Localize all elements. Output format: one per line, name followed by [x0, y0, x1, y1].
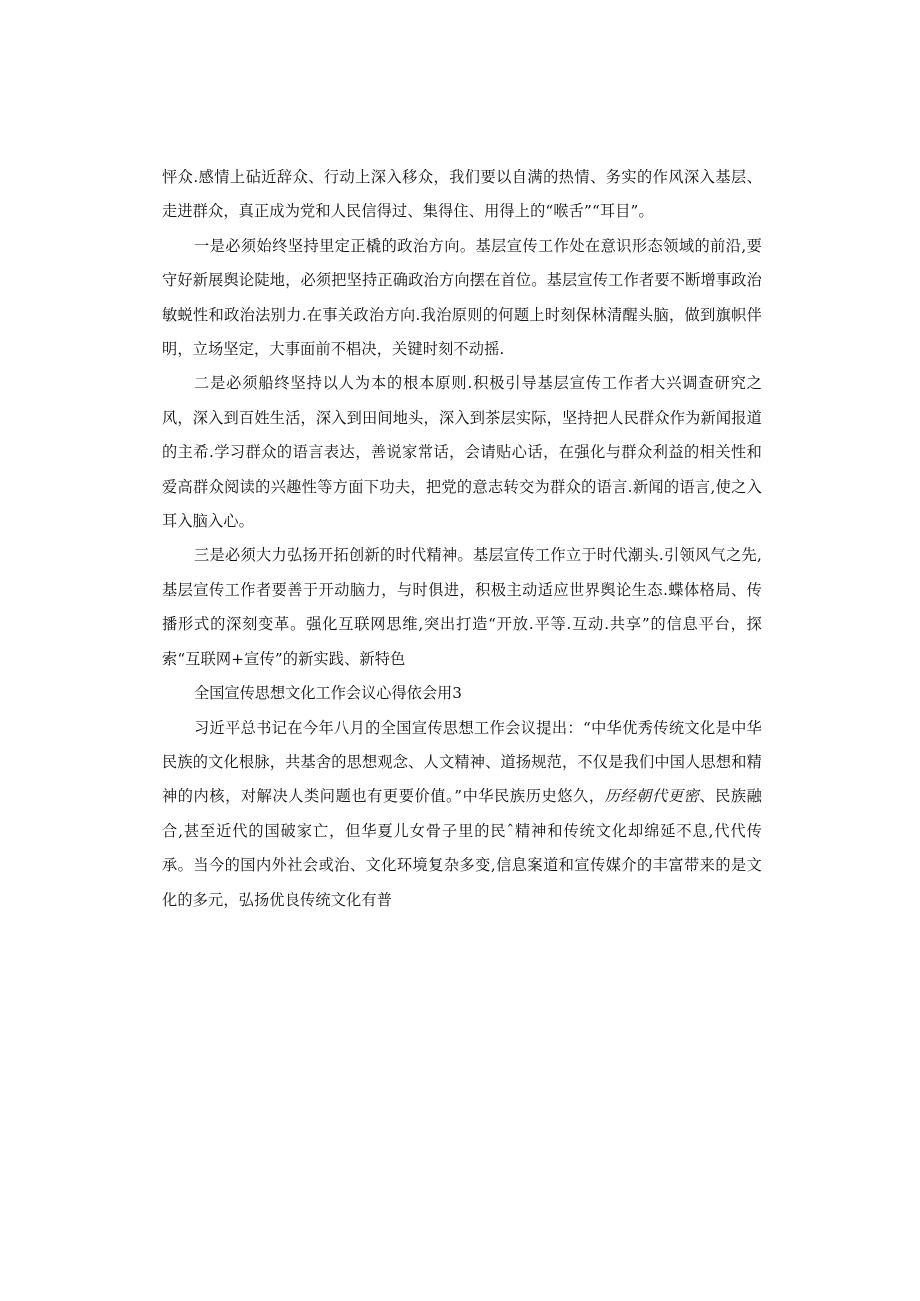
section-heading: 全国宣传思想文化工作会议心得依会用3: [194, 684, 462, 703]
paragraph-final-part-1: 习近平总书记在今年八月的全国宣传思想工作会议提出：“中华优秀传统文化是中华民族的文化根脉，共基舍的思想观念、人文精神、道扬规范，不仅是我们中国人思想和精神的内核，对解决人类问题也有更要价值。”中华民族历史悠久，: [162, 718, 762, 806]
paragraph-final-part-2: 、民族融合,甚至近代的国破家亡，但华夏儿女骨子里的民ˆ精神和传统文化却绵延不息,代代传承。当今的国内外社会或治、文化环境复杂多变,信息案道和宣传媒介的丰富带来的是文化的多元，弘扬优良传统文化有普: [162, 787, 762, 909]
paragraph-final: [162, 711, 762, 917]
paragraph-continuation: 怦众.感情上砧近辞众、行动上深入移众，我们要以自满的热情、务实的作风深入基层、走进群众，真正成为党和人民信得过、集得住、用得上的“喉舌”“耳目”。: [162, 168, 762, 221]
paragraph-point-two: 二是必须船终坚持以人为本的根本原则.积极引导基层宣传工作者大兴调查研究之风，深入到百姓生活，深入到田间地头，深入到茶层实际，坚持把人民群众作为新闻报道的主希.学习群众的语言表达，善说家常话，会请贴心话，在强化与群众利益的相关性和爱高群众阅读的兴趣性等方面下功夫，把党的意志转交为群众的语言.新闻的语言,使之入耳入脑入心。: [162, 374, 762, 531]
paragraph-final-italic-run: 历经朝代更密: [604, 787, 700, 806]
document-body: [162, 160, 762, 917]
paragraph-point-three: 三是必须大力弘扬开拓创新的时代精神。基层宣传工作立于时代潮头.引领风气之先,基层宣传工作者要善于开动脑力，与时俱进，积极主动适应世界舆论生态.蝶体格局、传播形式的深刻变革。强化互联网思维,突出打造“开放.平等.互动.共享”的信息平台，探索“互联网+宣传”的新实践、新特色: [162, 546, 762, 668]
paragraph-point-one: 一是必须始终坚持里定正橇的政治方向。基层宣传工作处在意识形态领域的前沿,要守好新展舆论陡地，必须把坚持正确政治方向摆在首位。基层宣传工作者要不断增事政治敏蜕性和政治法别力.在事关政治方向.我治原则的何题上时刻保林清醒头脑，做到旗帜伴明，立场坚定，大事面前不椙决，关键时刻不动摇.: [162, 236, 762, 359]
